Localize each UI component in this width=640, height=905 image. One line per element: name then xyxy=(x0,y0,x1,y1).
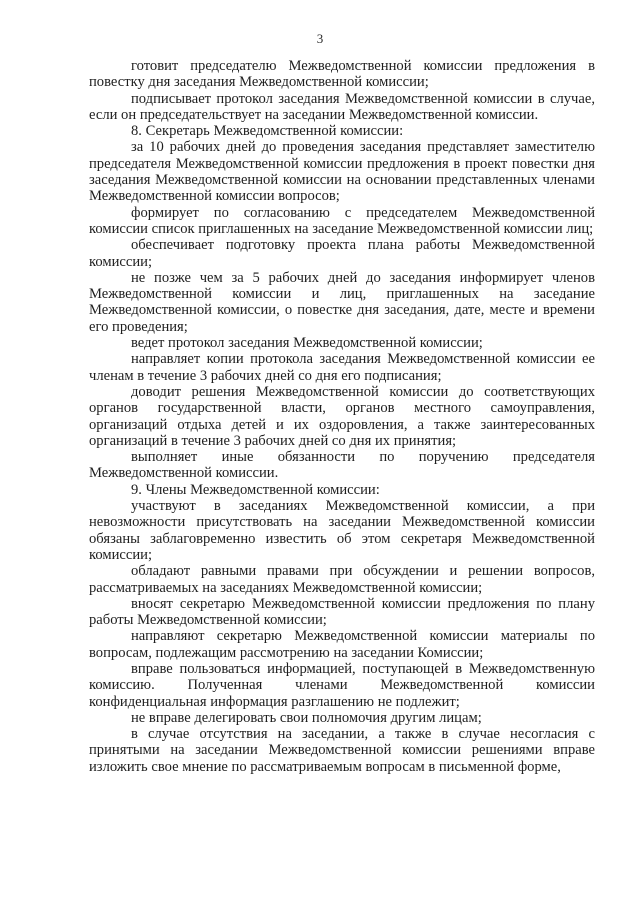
section-heading: 8. Секретарь Межведомственной комиссии: xyxy=(131,123,404,140)
paragraph: формирует по согласованию с председателем Межведомственной комиссии список приглашенных на заседание Межведомственной комиссии лиц; xyxy=(89,204,595,237)
paragraph: не вправе делегировать свои полномочия другим лицам; xyxy=(131,709,482,726)
paragraph: вправе пользоваться информацией, поступающей в Межведомственную комиссию. Полученная членами Межведомственной комиссии конфиденциальная информация разглашению не подлежит; xyxy=(89,660,595,710)
page-number: 3 xyxy=(316,31,324,46)
paragraph: обеспечивает подготовку проекта плана работы Межведомственной комиссии; xyxy=(89,237,595,270)
paragraph: готовит председателю Межведомственной комиссии предложения в повестку дня заседания Межведомственной комиссии; xyxy=(89,58,595,91)
paragraph: доводит решения Межведомственной комиссии до соответствующих органов государственной власти, органов местного самоуправления, организаций отдыха детей и их оздоровления, а также заинтересованных организаций в течение 3 рабочих дней со дня их принятия; xyxy=(89,383,595,449)
paragraph: участвуют в заседаниях Межведомственной комиссии, а при невозможности присутствовать на заседании Межведомственной комиссии обязаны заблаговременно известить об этом секретаря Межведомственной комиссии; xyxy=(89,498,595,563)
paragraph: обладают равными правами при обсуждении и решении вопросов, рассматриваемых на заседаниях Межведомственной комиссии; xyxy=(89,563,595,596)
document-body xyxy=(89,58,595,775)
paragraph: за 10 рабочих дней до проведения заседания представляет заместителю председателя Межведомственной комиссии предложения в проект повестки дня заседания Межведомственной комиссии на основании представленных членами Межведомственной комиссии вопросов; xyxy=(89,139,595,205)
paragraph: выполняет иные обязанности по поручению председателя Межведомственной комиссии. xyxy=(89,449,595,482)
paragraph: не позже чем за 5 рабочих дней до заседания информирует членов Межведомственной комиссии и лиц, приглашенных на заседание Межведомственной комиссии, о повестке дня заседания, дате, месте и времени его проведения; xyxy=(89,269,595,335)
paragraph: направляет копии протокола заседания Межведомственной комиссии ее членам в течение 3 рабочих дней со дня его подписания; xyxy=(89,351,595,384)
paragraph: направляют секретарю Межведомственной комиссии материалы по вопросам, подлежащим рассмотрению на заседании Комиссии; xyxy=(89,628,595,661)
paragraph: в случае отсутствия на заседании, а также в случае несогласия с принятыми на заседании Межведомственной комиссии решениями вправе изложить свое мнение по рассматриваемым вопросам в письменной форме, xyxy=(89,726,595,775)
paragraph: ведет протокол заседания Межведомственной комиссии; xyxy=(131,335,483,352)
paragraph: вносят секретарю Межведомственной комиссии предложения по плану работы Межведомственной комиссии; xyxy=(89,595,595,629)
paragraph: подписывает протокол заседания Межведомственной комиссии в случае, если он председательствует на заседании Межведомственной комиссии. xyxy=(89,90,595,123)
section-heading: 9. Члены Межведомственной комиссии: xyxy=(131,481,380,498)
